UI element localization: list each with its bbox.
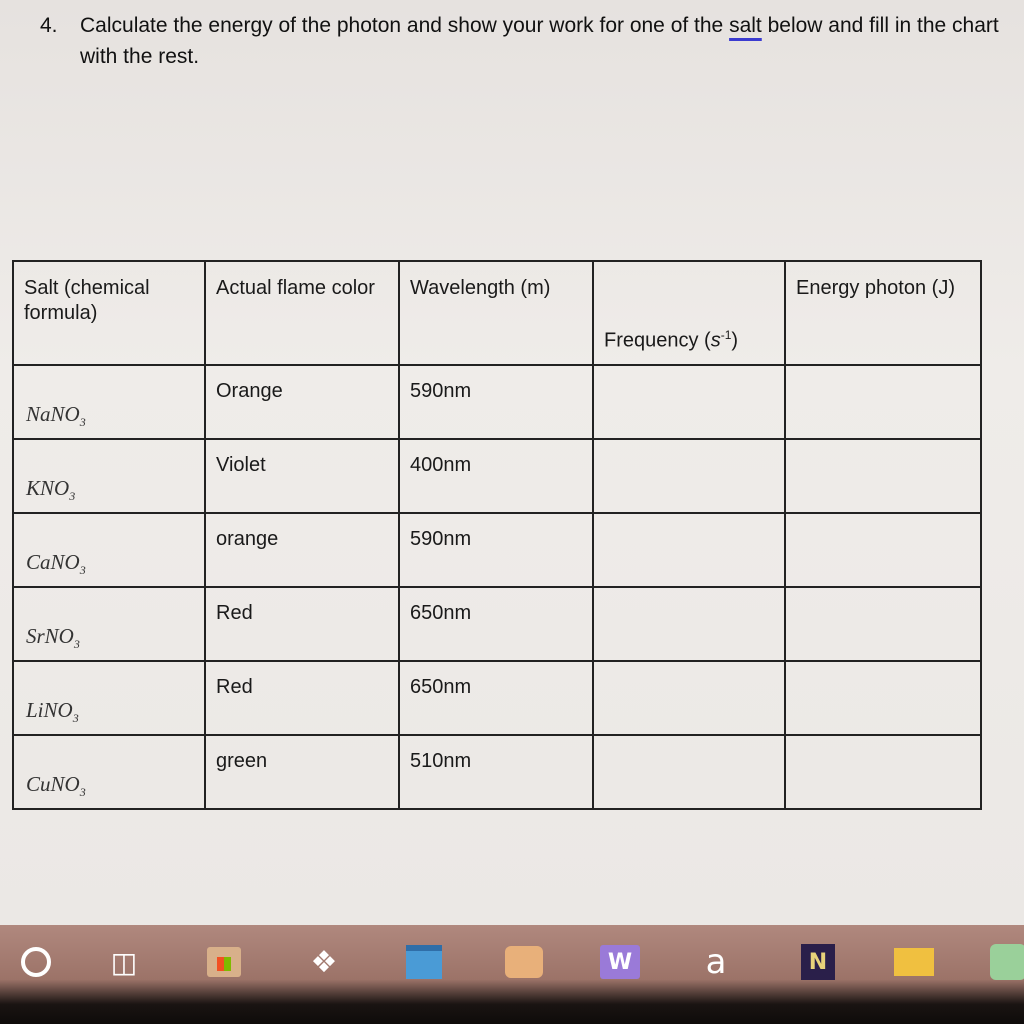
flame-color-cell: orange [205,513,399,587]
wavelength-cell: 650nm [399,661,593,735]
header-frequency: Frequency $(s^{-1})$ [593,261,785,365]
word-icon[interactable]: W [600,942,640,982]
table-row [13,365,981,439]
flame-color-cell: Orange [205,365,399,439]
salt-formula: LiNO$_3$ [26,698,79,726]
mail-icon[interactable] [894,942,934,982]
onenote-icon[interactable]: N [798,942,838,982]
wavelength-cell: 590nm [399,365,593,439]
underlined-word: salt [729,14,762,37]
energy-cell[interactable] [785,735,981,809]
salt-table [12,260,982,810]
dropbox-icon[interactable]: ❖ [310,944,338,980]
table-header-row [13,261,981,365]
salt-cell [13,661,205,735]
table-row [13,439,981,513]
question-text: Calculate the energy of the photon and show your work for one of the salt below and fill in the chart with the rest. [80,14,999,68]
store-icon[interactable] [204,942,244,982]
salt-formula: CaNO$_3$ [26,550,86,578]
task-view-icon[interactable]: ◫ [110,945,138,979]
salt-cell [13,735,205,809]
frequency-cell[interactable] [593,439,785,513]
salt-formula: CuNO$_3$ [26,772,86,800]
salt-cell [13,513,205,587]
flame-color-cell: Violet [205,439,399,513]
table-row [13,513,981,587]
table-row [13,735,981,809]
salt-cell [13,439,205,513]
flame-color-cell: Red [205,661,399,735]
cortana-icon[interactable] [16,942,56,982]
energy-cell[interactable] [785,661,981,735]
flame-color-cell: green [205,735,399,809]
wavelength-cell: 400nm [399,439,593,513]
discord-icon[interactable] [504,942,544,982]
energy-cell[interactable] [785,365,981,439]
frequency-cell[interactable] [593,587,785,661]
salt-formula: NaNO$_3$ [26,402,86,430]
frequency-cell[interactable] [593,365,785,439]
energy-cell[interactable] [785,513,981,587]
amazon-icon[interactable]: a [705,942,727,982]
energy-cell[interactable] [785,587,981,661]
frequency-cell[interactable] [593,735,785,809]
header-energy: Energy photon (J) [785,261,981,365]
energy-cell[interactable] [785,439,981,513]
salt-cell [13,365,205,439]
file-explorer-icon[interactable] [404,942,444,982]
salt-cell [13,587,205,661]
salt-formula: SrNO$_3$ [26,624,80,652]
header-wavelength: Wavelength (m) [399,261,593,365]
frequency-cell[interactable] [593,513,785,587]
wavelength-cell: 510nm [399,735,593,809]
table-row [13,661,981,735]
salt-formula: $KNO_3$ [26,476,76,504]
question-number: 4. [40,14,58,37]
table-row [13,587,981,661]
header-salt: Salt (chemical formula) [13,261,205,365]
header-flame-color: Actual flame color [205,261,399,365]
maps-icon[interactable] [988,942,1024,982]
flame-color-cell: Red [205,587,399,661]
frequency-cell[interactable] [593,661,785,735]
wavelength-cell: 590nm [399,513,593,587]
wavelength-cell: 650nm [399,587,593,661]
